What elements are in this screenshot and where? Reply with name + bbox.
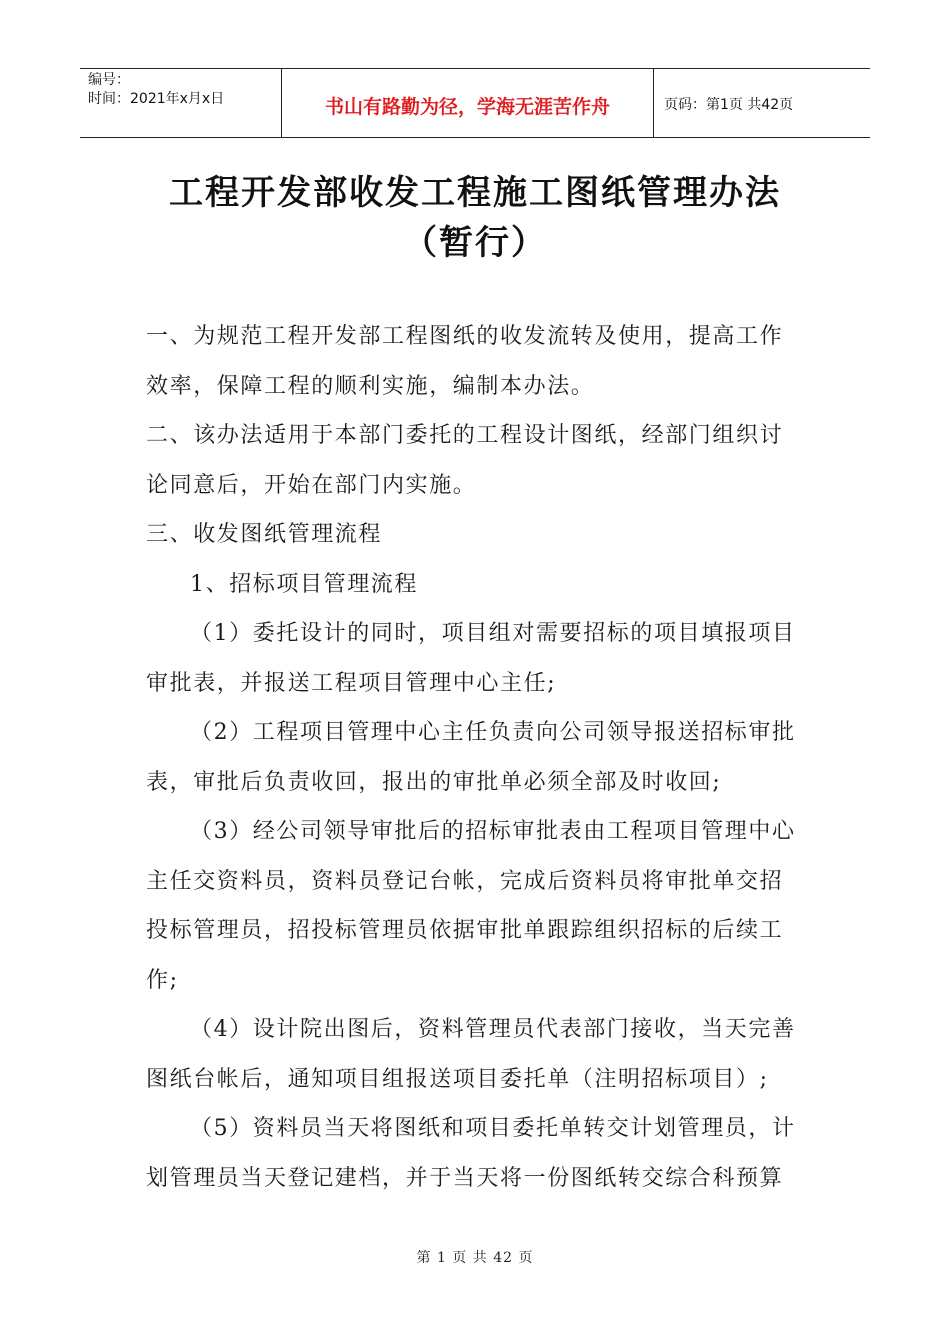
body-line: 主任交资料员，资料员登记台帐，完成后资料员将审批单交招	[146, 868, 784, 894]
body-line: 划管理员当天登记建档，并于当天将一份图纸转交综合科预算	[146, 1165, 784, 1191]
body-line: 一、为规范工程开发部工程图纸的收发流转及使用，提高工作	[146, 324, 784, 349]
body-line: 1、招标项目管理流程	[190, 571, 418, 597]
body-line: 论同意后，开始在部门内实施。	[146, 472, 477, 498]
body-line: （5）资料员当天将图纸和项目委托单转交计划管理员，计	[190, 1116, 796, 1141]
document-subtitle: （暂行）	[403, 223, 547, 263]
body-line: （1）委托设计的同时，项目组对需要招标的项目填报项目	[190, 621, 796, 646]
header-table	[80, 68, 870, 138]
body-line: 效率，保障工程的顺利实施，编制本办法。	[146, 373, 595, 399]
body-line: 表，审批后负责收回，报出的审批单必须全部及时收回;	[146, 769, 722, 795]
header-page-info: 页码：第1页 共42页	[664, 97, 794, 113]
body-line: （2）工程项目管理中心主任负责向公司领导报送招标审批	[190, 720, 796, 745]
body-line: （3）经公司领导审批后的招标审批表由工程项目管理中心	[190, 819, 796, 844]
header-time-label: 时间：2021年x月x日	[88, 91, 225, 107]
header-motto: 书山有路勤为径，学海无涯苦作舟	[282, 69, 654, 137]
body-line: 二、该办法适用于本部门委托的工程设计图纸，经部门组织讨	[146, 423, 784, 448]
document-title: 工程开发部收发工程施工图纸管理办法	[169, 173, 781, 213]
header-number-label: 编号：	[88, 72, 130, 88]
body-line: 图纸台帐后，通知项目组报送项目委托单（注明招标项目）;	[146, 1066, 769, 1092]
header-meta-cell	[80, 69, 282, 137]
document-body	[146, 312, 810, 1203]
page-footer: 第 1 页 共 42 页	[416, 1250, 534, 1266]
body-line: 三、收发图纸管理流程	[146, 522, 383, 547]
body-line: 投标管理员，招投标管理员依据审批单跟踪组织招标的后续工	[146, 918, 784, 943]
body-line: 作;	[146, 967, 179, 993]
body-line: 审批表，并报送工程项目管理中心主任;	[146, 670, 557, 696]
body-line: （4）设计院出图后，资料管理员代表部门接收，当天完善	[190, 1017, 796, 1042]
